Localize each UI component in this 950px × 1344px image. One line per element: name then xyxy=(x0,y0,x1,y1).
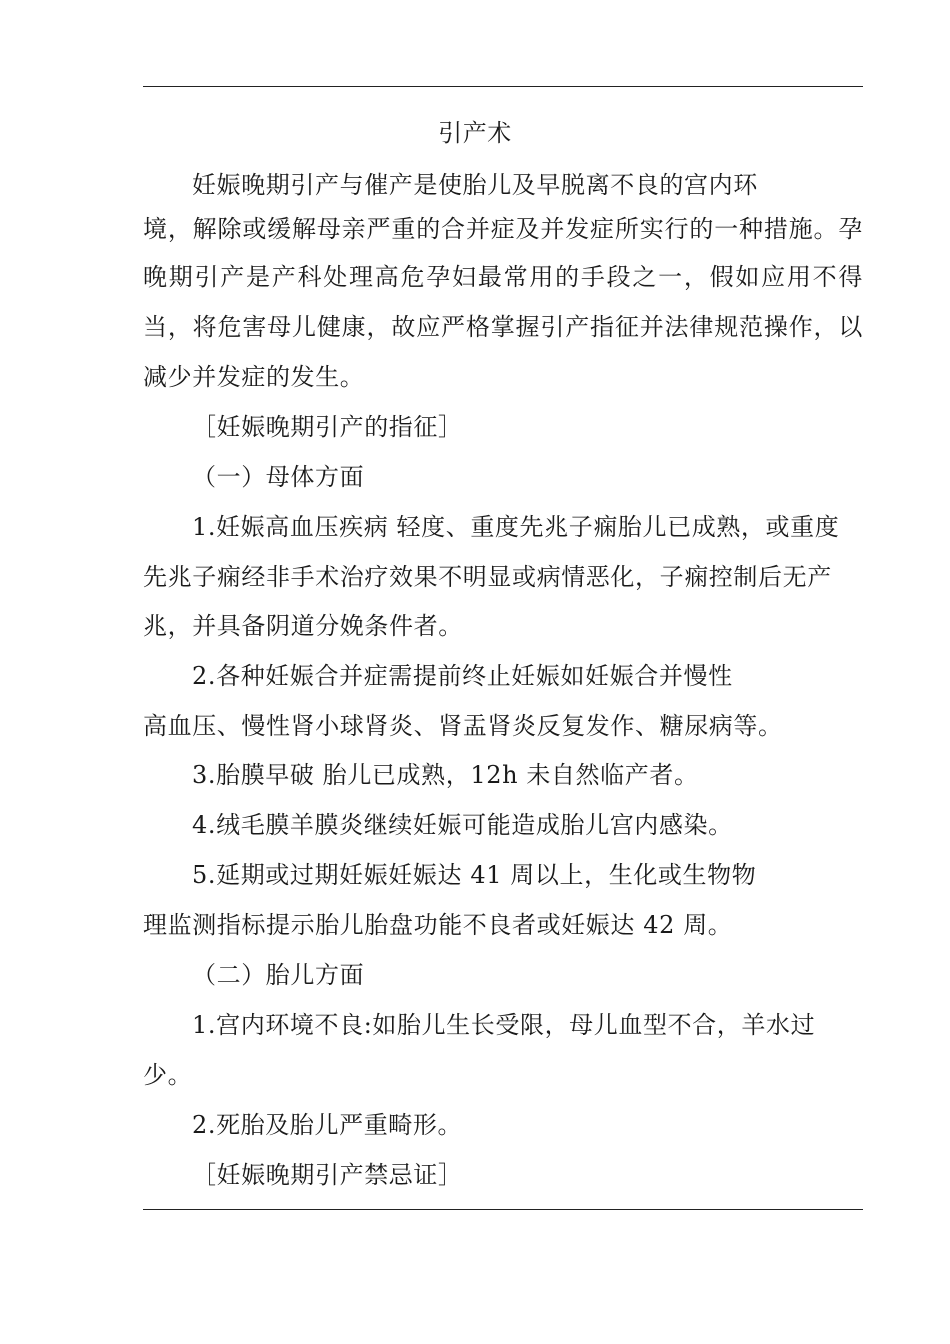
subsection-maternal: （一）母体方面 xyxy=(192,463,365,491)
header-rule xyxy=(143,86,863,87)
text-line-15: 5.延期或过期妊娠妊娠达 41 周以上，生化或生物物 xyxy=(192,861,757,889)
text-line-8: 1.妊娠高血压疾病 轻度、重度先兆子痫胎儿已成熟，或重度 xyxy=(192,513,840,541)
text-line-12: 高血压、慢性肾小球肾炎、肾盂肾炎反复发作、糖尿病等。 xyxy=(143,712,783,740)
section-heading-contraindications: ［妊娠晚期引产禁忌证］ xyxy=(192,1161,463,1189)
text-line-14: 4.绒毛膜羊膜炎继续妊娠可能造成胎儿宫内感染。 xyxy=(192,811,733,839)
text-line-4: 当，将危害母儿健康，故应严格掌握引产指征并法律规范操作，以 xyxy=(143,313,863,341)
text-line-3: 晚期引产是产科处理高危孕妇最常用的手段之一，假如应用不得 xyxy=(143,263,863,291)
text-line-11: 2.各种妊娠合并症需提前终止妊娠如妊娠合并慢性 xyxy=(192,662,733,690)
page-title: 引产术 xyxy=(438,119,512,147)
text-line-5: 减少并发症的发生。 xyxy=(143,363,365,391)
text-line-9: 先兆子痫经非手术治疗效果不明显或病情恶化，子痫控制后无产 xyxy=(143,563,832,591)
section-heading-indications: ［妊娠晚期引产的指征］ xyxy=(192,413,463,441)
text-line-10: 兆，并具备阴道分娩条件者。 xyxy=(143,612,463,640)
footer-rule xyxy=(143,1209,863,1210)
text-line-13: 3.胎膜早破 胎儿已成熟，12h 未自然临产者。 xyxy=(192,761,699,789)
subsection-fetal: （二）胎儿方面 xyxy=(192,961,365,989)
text-line-16: 理监测指标提示胎儿胎盘功能不良者或妊娠达 42 周。 xyxy=(143,911,733,939)
text-line-20: 2.死胎及胎儿严重畸形。 xyxy=(192,1111,463,1139)
text-line-1: 妊娠晚期引产与催产是使胎儿及早脱离不良的宫内环 xyxy=(192,171,758,199)
text-line-19: 少。 xyxy=(143,1061,193,1089)
text-line-18: 1.宫内环境不良:如胎儿生长受限，母儿血型不合，羊水过 xyxy=(192,1011,816,1039)
text-line-2: 境，解除或缓解母亲严重的合并症及并发症所实行的一种措施。孕 xyxy=(143,215,863,243)
